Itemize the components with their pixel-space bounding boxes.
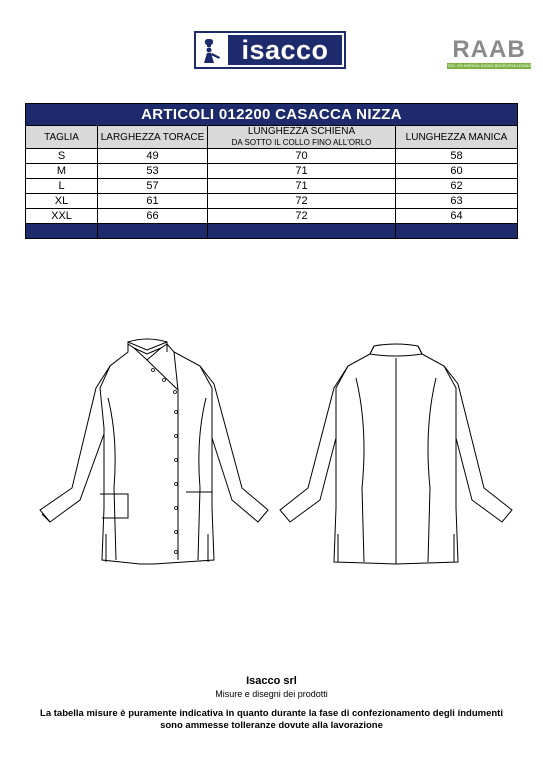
header-back-length-label: LUNGHEZZA SCHIENA [247, 126, 356, 137]
header-sleeve: LUNGHEZZA MANICA [396, 126, 518, 149]
disclaimer-line-2: sono ammesse tolleranze dovute alla lavorazione [160, 720, 383, 731]
cell-chest: 53 [98, 164, 208, 179]
header-size: TAGLIA [26, 126, 98, 149]
table-row [26, 149, 518, 164]
cell-back: 70 [208, 149, 396, 164]
table-row [26, 209, 518, 224]
table-row [26, 194, 518, 209]
cell-size: M [26, 164, 98, 179]
raab-logo-text: RAAB [452, 36, 526, 63]
cell-size: XL [26, 194, 98, 209]
cell-size: L [26, 179, 98, 194]
cell-back: 71 [208, 179, 396, 194]
jacket-back-drawing [276, 338, 516, 568]
table-title: ARTICOLI 012200 CASACCA NIZZA [26, 104, 518, 126]
table-footer-bar [26, 224, 518, 239]
cell-chest: 66 [98, 209, 208, 224]
table-row [26, 164, 518, 179]
isacco-logo [194, 31, 346, 69]
cell-chest: 57 [98, 179, 208, 194]
raab-logo [447, 37, 531, 71]
disclaimer-line-1: La tabella misure è puramente indicativa in quanto durante la fase di confezionamento degli indumenti [40, 708, 503, 719]
cell-chest: 49 [98, 149, 208, 164]
company-name: Isacco srl [246, 675, 297, 687]
isacco-logo-text: isacco [228, 35, 342, 65]
header-chest: LARGHEZZA TORACE [98, 126, 208, 149]
cell-back: 72 [208, 194, 396, 209]
jacket-front-drawing [36, 338, 276, 568]
cell-back: 72 [208, 209, 396, 224]
size-table [25, 103, 518, 239]
header-back-length [208, 126, 396, 149]
cell-size: XXL [26, 209, 98, 224]
cell-sleeve: 63 [396, 194, 518, 209]
raab-tagline: TEX- EN WERKKLEDING BEDRIJFSKLEDING [447, 63, 531, 68]
company-subtitle: Misure e disegni dei prodotti [215, 689, 328, 699]
header-back-length-note: DA SOTTO IL COLLO FINO ALL'ORLO [231, 138, 372, 147]
disclaimer-note [0, 708, 543, 732]
cell-sleeve: 58 [396, 149, 518, 164]
cell-sleeve: 60 [396, 164, 518, 179]
cell-chest: 61 [98, 194, 208, 209]
chef-figure-icon [198, 35, 228, 65]
cell-sleeve: 62 [396, 179, 518, 194]
cell-size: S [26, 149, 98, 164]
cell-sleeve: 64 [396, 209, 518, 224]
cell-back: 71 [208, 164, 396, 179]
table-row [26, 179, 518, 194]
